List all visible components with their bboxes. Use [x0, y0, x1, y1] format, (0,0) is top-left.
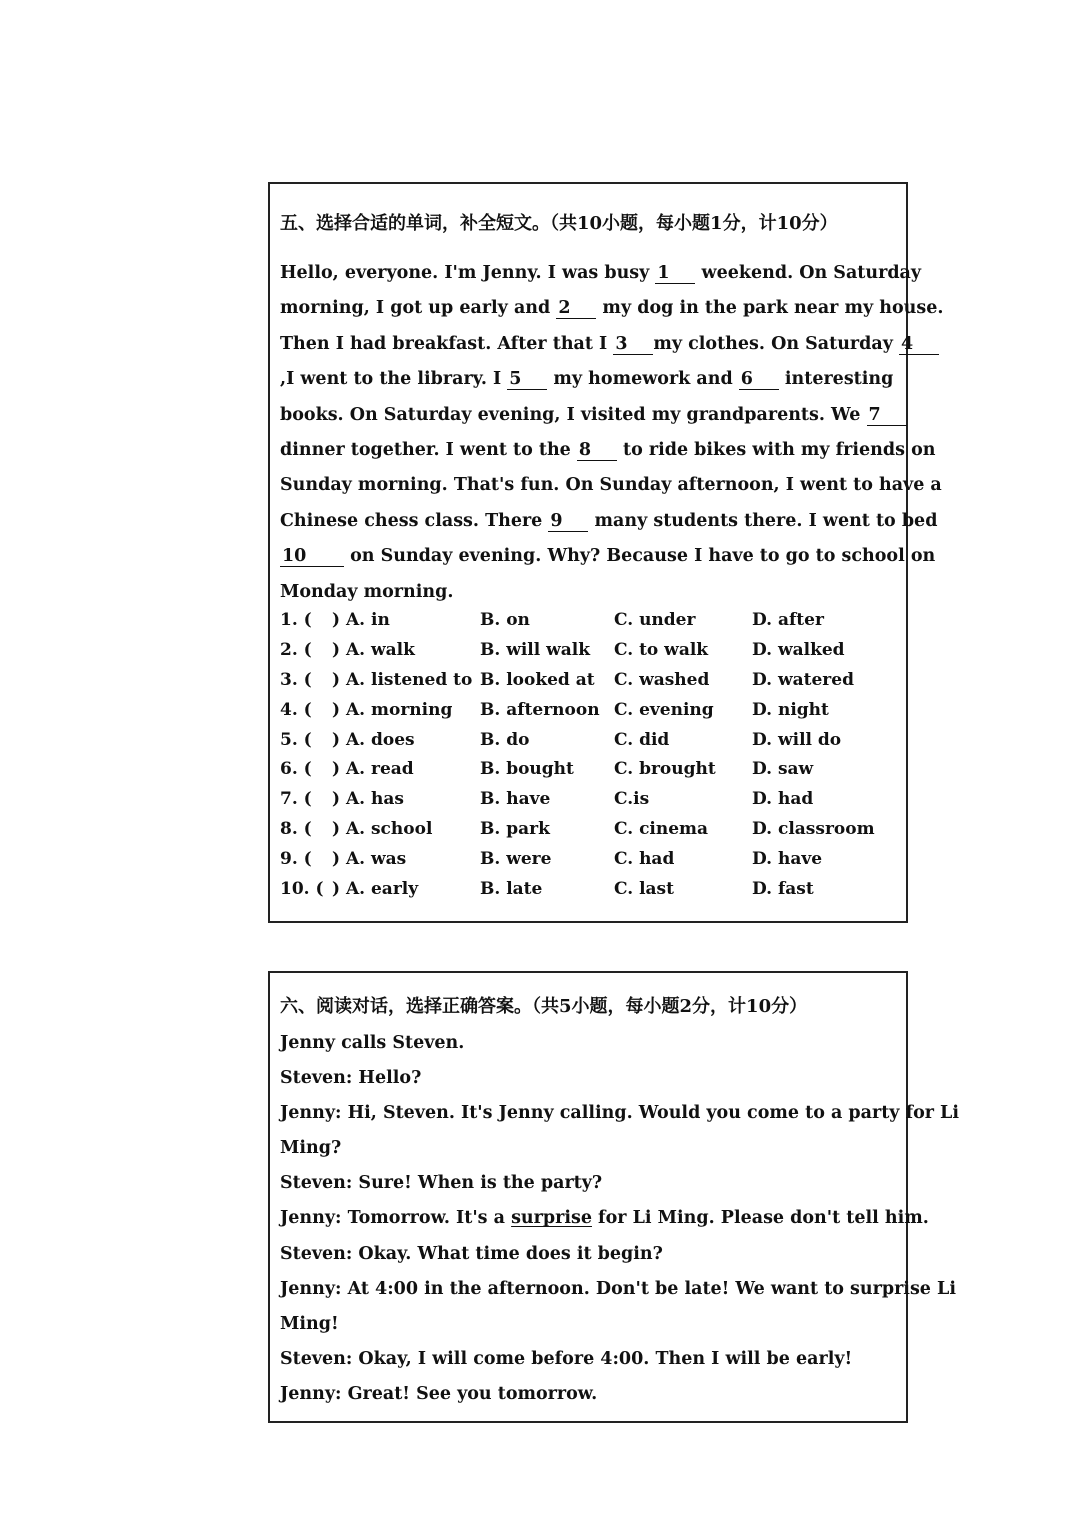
option-d[interactable]: D. classroom [752, 819, 875, 840]
passage-text: my homework and [547, 369, 739, 390]
blank-4[interactable]: 4 [899, 334, 939, 355]
passage-text: weekend. On Saturday [695, 263, 922, 283]
option-d[interactable]: D. will do [752, 729, 842, 750]
option-c[interactable]: C. under [614, 610, 696, 630]
option-d[interactable]: D. night [752, 699, 829, 720]
option-row [280, 606, 890, 636]
passage-text: books. On Saturday evening, I visited my grandparents. We [280, 404, 867, 425]
blank-8[interactable]: 8 [577, 440, 617, 461]
option-c[interactable]: C. did [614, 729, 670, 750]
dialogue-line [280, 1237, 886, 1272]
blank-2[interactable]: 2 [556, 298, 596, 319]
dialogue-text: Jenny calls Steven. [280, 1033, 465, 1053]
dialogue-line [280, 1096, 960, 1131]
dialogue-line [280, 1201, 929, 1236]
cloze-passage [280, 256, 944, 610]
dialogue-text: Ming? [280, 1138, 342, 1159]
dialogue-line [280, 1166, 886, 1201]
blank-1[interactable]: 1 [655, 263, 695, 284]
question-number: 8. ( [280, 819, 312, 840]
question-number: 5. ( [280, 729, 312, 750]
section-6-box [268, 971, 960, 1423]
passage-text: ,I went to the library. I [280, 369, 508, 390]
passage-text: Sunday morning. That's fun. On Sunday afternoon, I went to have a [280, 475, 942, 496]
section-6-title: 六、阅读对话，选择正确答案。（共5小题，每小题2分，计10分） [280, 996, 808, 1017]
question-number: 10. ( [280, 879, 324, 900]
blank-7[interactable]: 7 [867, 405, 907, 426]
options-list [280, 606, 890, 905]
passage-text: Hello, everyone. I'm Jenny. I was busy [280, 263, 656, 283]
option-d[interactable]: D. saw [752, 759, 814, 780]
option-d[interactable]: D. watered [752, 669, 854, 690]
dialogue-line [280, 1061, 886, 1096]
passage-text: Then I had breakfast. After that I [280, 333, 614, 354]
option-row [280, 785, 890, 815]
option-a[interactable]: ) A. morning [332, 699, 453, 720]
passage-text: Monday morning. [280, 581, 454, 602]
option-b[interactable]: B. late [480, 879, 543, 900]
dialogue-text: Steven: Sure! When is the party? [280, 1173, 603, 1194]
option-d[interactable]: D. have [752, 849, 823, 870]
passage-text: to ride bikes with my friends on [616, 439, 936, 460]
option-row [280, 636, 890, 666]
option-row [280, 726, 890, 756]
option-b[interactable]: B. will walk [480, 639, 591, 660]
blank-9[interactable]: 9 [548, 511, 588, 532]
passage-text: interesting [778, 369, 894, 390]
option-a[interactable]: ) A. does [332, 729, 415, 750]
passage-text: my dog in the park near my house. [596, 298, 944, 319]
passage-text: my clothes. On Saturday [653, 333, 899, 354]
passage-line [280, 575, 886, 610]
blank-3[interactable]: 3 [613, 334, 653, 355]
question-number: 1. ( [280, 610, 312, 630]
option-a[interactable]: ) A. in [332, 610, 390, 630]
option-row [280, 845, 890, 875]
dialogue-line [280, 1307, 886, 1342]
dialogue-line [280, 1272, 956, 1307]
option-d[interactable]: D. walked [752, 639, 845, 660]
section-5-box [268, 182, 944, 923]
option-b[interactable]: B. bought [480, 759, 574, 780]
option-b[interactable]: B. do [480, 729, 530, 750]
passage-line [280, 468, 942, 503]
option-b[interactable]: B. have [480, 789, 551, 810]
dialogue-text: Jenny: Great! See you tomorrow. [280, 1383, 598, 1404]
passage-text: many students there. I went to bed [588, 510, 938, 531]
option-b[interactable]: B. park [480, 819, 550, 840]
passage-text: morning, I got up early and [280, 298, 557, 319]
question-number: 6. ( [280, 759, 312, 780]
question-number: 2. ( [280, 639, 312, 660]
question-number: 7. ( [280, 789, 312, 810]
passage-line [280, 291, 944, 326]
option-c[interactable]: C. had [614, 849, 675, 870]
dialogue-text: Jenny: At 4:00 in the afternoon. Don't be late! We want to surprise Li [280, 1278, 956, 1299]
option-c[interactable]: C. cinema [614, 819, 709, 840]
option-row [280, 755, 890, 785]
option-a[interactable]: ) A. listened to [332, 669, 473, 690]
passage-text: Chinese chess class. There [280, 510, 549, 531]
option-row [280, 875, 890, 905]
question-number: 4. ( [280, 699, 312, 720]
dialogue-text [280, 1026, 960, 1412]
passage-text: on Sunday evening. Why? Because I have to go to school on [344, 546, 936, 567]
option-c[interactable]: C. last [614, 879, 674, 900]
dialogue-text: Steven: Okay, I will come before 4:00. Then I will be early! [280, 1348, 853, 1369]
option-d[interactable]: D. fast [752, 879, 814, 900]
option-c[interactable]: C. brought [614, 759, 716, 780]
option-c[interactable]: C. to walk [614, 639, 709, 660]
dialogue-line [280, 1342, 886, 1377]
passage-line [280, 539, 936, 574]
passage-line [280, 504, 938, 539]
option-b[interactable]: B. were [480, 849, 552, 870]
option-d[interactable]: D. after [752, 610, 824, 630]
dialogue-text: Ming! [280, 1313, 339, 1334]
option-row [280, 815, 890, 845]
option-a[interactable]: ) A. has [332, 789, 404, 810]
question-number: 3. ( [280, 669, 312, 690]
dialogue-line [280, 1377, 886, 1412]
blank-5[interactable]: 5 [507, 369, 547, 390]
passage-line [280, 398, 886, 433]
dialogue-text: Jenny: Tomorrow. It's a [280, 1208, 512, 1229]
passage-text: dinner together. I went to the [280, 439, 577, 460]
question-number: 9. ( [280, 849, 312, 870]
option-c[interactable]: C. washed [614, 669, 710, 690]
option-row [280, 696, 890, 726]
dialogue-text: Steven: Hello? [280, 1068, 422, 1089]
blank-10[interactable]: 10 [280, 546, 344, 567]
passage-line [280, 256, 922, 291]
passage-line [280, 362, 894, 397]
dialogue-text: Steven: Okay. What time does it begin? [280, 1243, 663, 1264]
option-a[interactable]: ) A. walk [332, 639, 415, 660]
dialogue-line [280, 1026, 886, 1061]
passage-line [280, 327, 914, 362]
dialogue-text: for Li Ming. Please don't tell him. [591, 1208, 929, 1229]
option-a[interactable]: ) A. read [332, 759, 414, 780]
underlined-word: surprise [511, 1208, 592, 1229]
dialogue-text: Jenny: Hi, Steven. It's Jenny calling. Would you come to a party for Li [280, 1103, 960, 1124]
section-5-title: 五、选择合适的单词，补全短文。（共10小题，每小题1分，计10分） [280, 213, 838, 234]
blank-6[interactable]: 6 [739, 369, 779, 390]
option-row [280, 666, 890, 696]
option-a[interactable]: ) A. school [332, 819, 433, 840]
option-c[interactable]: C.is [614, 789, 650, 810]
option-b[interactable]: B. looked at [480, 669, 595, 690]
dialogue-line [280, 1131, 886, 1166]
passage-line [280, 433, 936, 468]
option-b[interactable]: B. afternoon [480, 699, 600, 720]
option-c[interactable]: C. evening [614, 699, 714, 720]
option-d[interactable]: D. had [752, 789, 814, 810]
option-a[interactable]: ) A. early [332, 879, 419, 900]
option-b[interactable]: B. on [480, 610, 530, 630]
option-a[interactable]: ) A. was [332, 849, 407, 870]
